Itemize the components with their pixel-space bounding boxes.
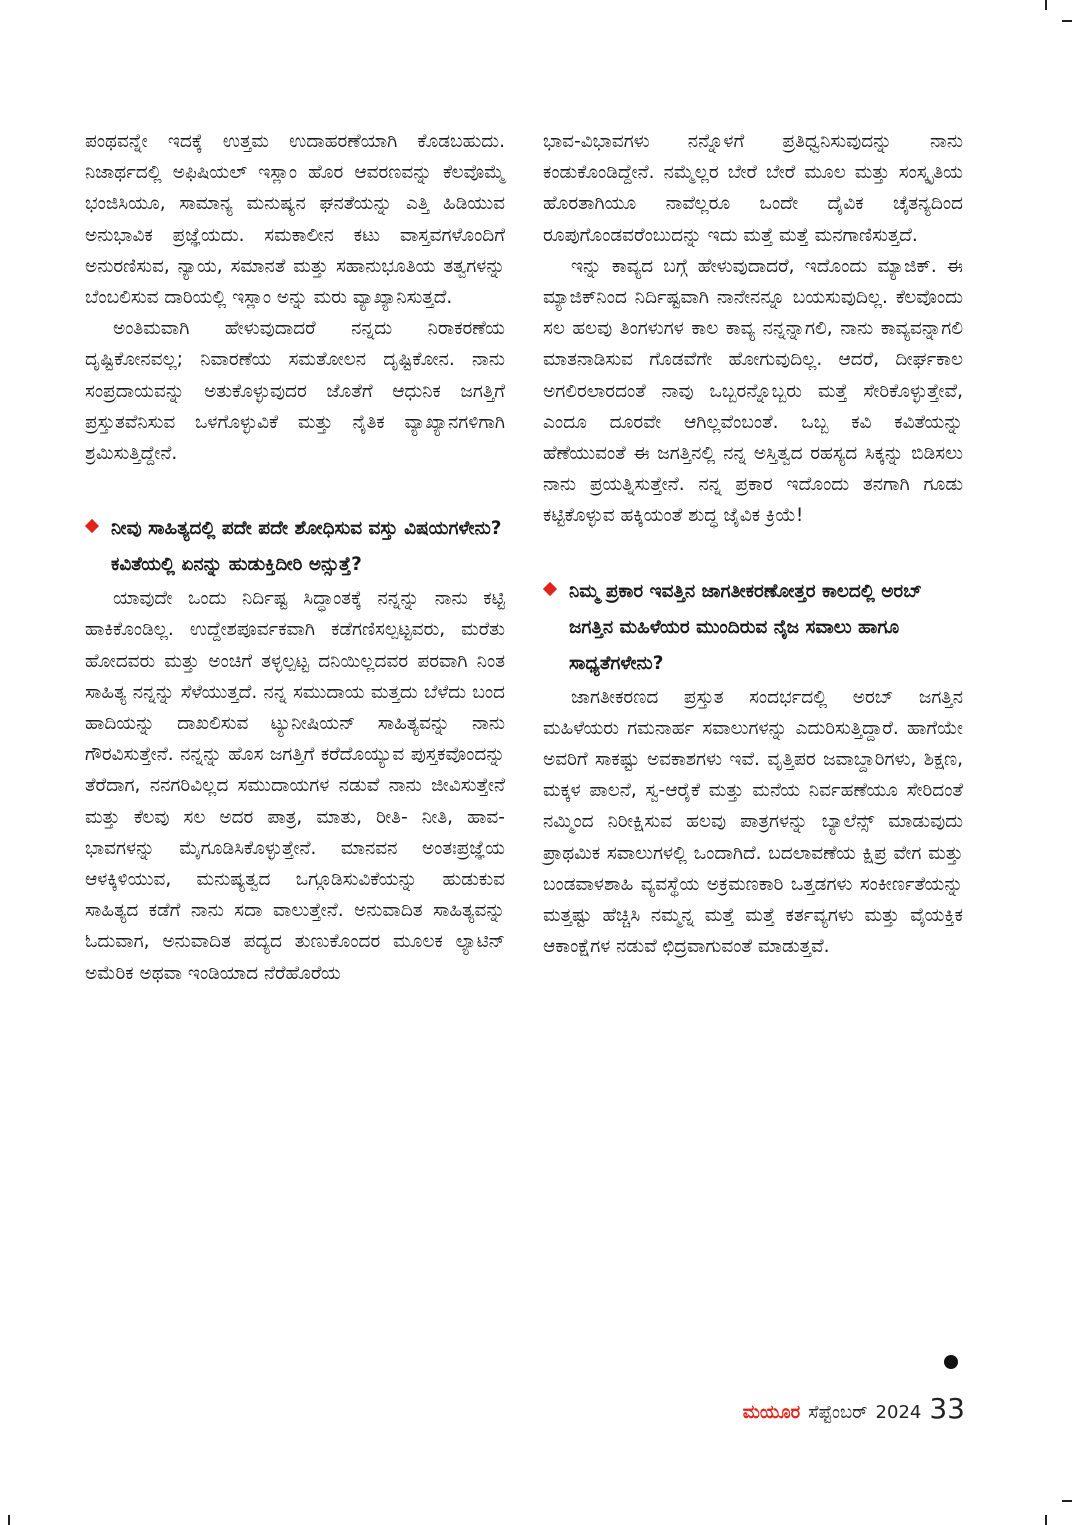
left-column bbox=[85, 126, 505, 989]
diamond-bullet-icon bbox=[543, 582, 557, 596]
question-text: ನಿಮ್ಮ ಪ್ರಕಾರ ಇವತ್ತಿನ ಜಾಗತೀಕರಣೋತ್ತರ ಕಾಲದಲ್ಲಿ ಅರಬ್ ಜಗತ್ತಿನ ಮಹಿಳೆಯರ ಮುಂದಿರುವ ನೈಜ ಸವಾಲು ಹಾಗೂ ಸಾಧ್ಯತೆಗಳೇನು? bbox=[569, 580, 922, 674]
page-footer bbox=[725, 1392, 965, 1428]
magazine-logo: ಮಯೂರ bbox=[742, 1402, 801, 1423]
paragraph: ಯಾವುದೇ ಒಂದು ನಿರ್ದಿಷ್ಟ ಸಿದ್ಧಾಂತಕ್ಕೆ ನನ್ನನ್ನು ನಾನು ಕಟ್ಟಿ ಹಾಕಿಕೊಂಡಿಲ್ಲ. ಉದ್ದೇಶಪೂರ್ವಕವಾಗಿ ಕಡೆಗಣಿಸಲ್ಪಟ್ಟವರು, ಮರೆತು ಹೋದವರು ಮತ್ತು ಅಂಚಿಗೆ ತಳ್ಳಲ್ಪಟ್ಟ ದನಿಯಿಲ್ಲದವರ ಪರವಾಗಿ ನಿಂತ ಸಾಹಿತ್ಯ ನನ್ನನ್ನು ಸೆಳೆಯುತ್ತದೆ. ನನ್ನ ಸಮುದಾಯ ಮತ್ತದು ಬೆಳೆದು ಬಂದ ಹಾದಿಯನ್ನು ದಾಖಲಿಸುವ ಟ್ಯುನೀಷಿಯನ್ ಸಾಹಿತ್ಯವನ್ನು ನಾನು ಗೌರವಿಸುತ್ತೇನೆ. ನನ್ನನ್ನು ಹೊಸ ಜಗತ್ತಿಗೆ ಕರೆದೊಯ್ಯುವ ಪುಸ್ತಕವೊಂದನ್ನು ತೆರೆದಾಗ, ನನಗರಿವಿಲ್ಲದ ಸಮುದಾಯಗಳ ನಡುವೆ ನಾನು ಜೀವಿಸುತ್ತೇನೆ ಮತ್ತು ಕೆಲವು ಸಲ ಅದರ ಪಾತ್ರ, ಮಾತು, ರೀತಿ- ನೀತಿ, ಹಾವ-ಭಾವಗಳನ್ನು ಮೈಗೂಡಿಸಿಕೊಳ್ಳುತ್ತೇನೆ. ಮಾನವನ ಅಂತಃಪ್ರಜ್ಞೆಯ ಆಳಕ್ಕಿಳಿಯುವ, ಮನುಷ್ಯತ್ವದ ಒಗ್ಗೂಡಿಸುವಿಕೆಯನ್ನು ಹುಡುಕುವ ಸಾಹಿತ್ಯದ ಕಡೆಗೆ ನಾನು ಸದಾ ವಾಲುತ್ತೇನೆ. ಅನುವಾದಿತ ಸಾಹಿತ್ಯವನ್ನು ಓದುವಾಗ, ಅನುವಾದಿತ ಪದ್ಯದ ತುಣುಕೊಂದರ ಮೂಲಕ ಲ್ಯಾಟಿನ್ ಅಮೆರಿಕ ಅಥವಾ ಇಂಡಿಯಾದ ನೆರೆಹೊರೆಯ bbox=[85, 588, 505, 984]
issue-month: ಸೆಪ್ಟೆಂಬರ್ bbox=[808, 1402, 868, 1423]
issue-year: 2024 bbox=[875, 1402, 922, 1423]
right-column bbox=[543, 126, 963, 962]
end-of-article-bullet-icon bbox=[944, 1355, 958, 1369]
paragraph: ಇನ್ನು ಕಾವ್ಯದ ಬಗ್ಗೆ ಹೇಳುವುದಾದರೆ, ಇದೊಂದು ಮ್ಯಾಜಿಕ್. ಈ ಮ್ಯಾಜಿಕ್‌ನಿಂದ ನಿರ್ದಿಷ್ಟವಾಗಿ ನಾನೇನನ್ನೂ ಬಯಸುವುದಿಲ್ಲ. ಕೆಲವೊಂದು ಸಲ ಹಲವು ತಿಂಗಳುಗಳ ಕಾಲ ಕಾವ್ಯ ನನ್ನನ್ನಾಗಲಿ, ನಾನು ಕಾವ್ಯವನ್ನಾಗಲಿ ಮಾತನಾಡಿಸುವ ಗೊಡವೆಗೇ ಹೋಗುವುದಿಲ್ಲ. ಆದರೆ, ದೀರ್ಘಕಾಲ ಅಗಲಿರಲಾರದಂತೆ ನಾವು ಒಬ್ಬರನ್ನೊಬ್ಬರು ಮತ್ತೆ ಸೇರಿಕೊಳ್ಳುತ್ತೇವೆ, ಎಂದೂ ದೂರವೇ ಆಗಿಲ್ಲವೆಂಬಂತೆ. ಒಬ್ಬ ಕವಿ ಕವಿತೆಯನ್ನು ಹೆಣೆಯುವಂತೆ ಈ ಜಗತ್ತಿನಲ್ಲಿ ನನ್ನ ಅಸ್ತಿತ್ವದ ರಹಸ್ಯದ ಸಿಕ್ಕನ್ನು ಬಿಡಿಸಲು ನಾನು ಪ್ರಯತ್ನಿಸುತ್ತೇನೆ. ನನ್ನ ಪ್ರಕಾರ ಇದೊಂದು ತನಗಾಗಿ ಗೂಡು ಕಟ್ಟಿಕೊಳ್ಳುವ ಹಕ್ಕಿಯಂತೆ ಶುದ್ಧ ಜೈವಿಕ ಕ್ರಿಯೆ! bbox=[543, 255, 963, 527]
paragraph: ಪಂಥವನ್ನೇ ಇದಕ್ಕೆ ಉತ್ತಮ ಉದಾಹರಣೆಯಾಗಿ ಕೊಡಬಹುದು. ನಿಜಾರ್ಥದಲ್ಲಿ ಅಫಿಷಿಯಲ್ ಇಸ್ಲಾಂ ಹೊರ ಆವರಣವನ್ನು ಕೆಲವೊಮ್ಮೆ ಭಂಜಿಸಿಯೂ, ಸಾಮಾನ್ಯ ಮನುಷ್ಯನ ಘನತೆಯನ್ನು ಎತ್ತಿ ಹಿಡಿಯುವ ಅನುಭಾವಿಕ ಪ್ರಜ್ಞೆಯದು. ಸಮಕಾಲೀನ ಕಟು ವಾಸ್ತವಗಳೊಂದಿಗೆ ಅನುರಣಿಸುವ, ನ್ಯಾಯ, ಸಮಾನತೆ ಮತ್ತು ಸಹಾನುಭೂತಿಯ ತತ್ವಗಳನ್ನು ಬೆಂಬಲಿಸುವ ದಾರಿಯಲ್ಲಿ ಇಸ್ಲಾಂ ಅನ್ನು ಮರು ವ್ಯಾಖ್ಯಾನಿಸುತ್ತದೆ. bbox=[85, 131, 505, 309]
crop-mark-top-right bbox=[1062, 20, 1072, 22]
paragraph: ಭಾವ-ವಿಭಾವಗಳು ನನ್ನೊಳಗೆ ಪ್ರತಿಧ್ವನಿಸುವುದನ್ನು ನಾನು ಕಂಡುಕೊಂಡಿದ್ದೇನೆ. ನಮ್ಮೆಲ್ಲರ ಬೇರೆ ಬೇರೆ ಮೂಲ ಮತ್ತು ಸಂಸ್ಕೃತಿಯ ಹೊರತಾಗಿಯೂ ನಾವೆಲ್ಲರೂ ಒಂದೇ ದೈವಿಕ ಚೈತನ್ಯದಿಂದ ರೂಪುಗೊಂಡವರೆಂಬುದನ್ನು ಇದು ಮತ್ತೆ ಮತ್ತೆ ಮನಗಾಣಿಸುತ್ತದೆ. bbox=[543, 131, 963, 246]
crop-mark-bottom bbox=[1045, 1515, 1047, 1525]
question bbox=[85, 511, 505, 583]
crop-mark-bottom-right bbox=[1062, 1500, 1072, 1502]
page-number: 33 bbox=[929, 1392, 965, 1425]
question-text: ನೀವು ಸಾಹಿತ್ಯದಲ್ಲಿ ಪದೇ ಪದೇ ಶೋಧಿಸುವ ವಸ್ತು ವಿಷಯಗಳೇನು? ಕವಿತೆಯಲ್ಲಿ ಏನನ್ನು ಹುಡುಕ್ತಿದೀರಿ ಅನ್ಸುತ್ತೆ? bbox=[111, 518, 502, 576]
question bbox=[543, 574, 963, 682]
paragraph: ಜಾಗತೀಕರಣದ ಪ್ರಸ್ತುತ ಸಂದರ್ಭದಲ್ಲಿ ಅರಬ್ ಜಗತ್ತಿನ ಮಹಿಳೆಯರು ಗಮನಾರ್ಹ ಸವಾಲುಗಳನ್ನು ಎದುರಿಸುತ್ತಿದ್ದಾರೆ. ಹಾಗೆಯೇ ಅವರಿಗೆ ಸಾಕಷ್ಟು ಅವಕಾಶಗಳು ಇವೆ. ವೃತ್ತಿಪರ ಜವಾಬ್ದಾರಿಗಳು, ಶಿಕ್ಷಣ, ಮಕ್ಕಳ ಪಾಲನೆ, ಸ್ವ-ಆರೈಕೆ ಮತ್ತು ಮನೆಯ ನಿರ್ವಹಣೆಯೂ ಸೇರಿದಂತೆ ನಮ್ಮಿಂದ ನಿರೀಕ್ಷಿಸುವ ಹಲವು ಪಾತ್ರಗಳನ್ನು ಬ್ಯಾಲೆನ್ಸ್ ಮಾಡುವುದು ಪ್ರಾಥಮಿಕ ಸವಾಲುಗಳಲ್ಲಿ ಒಂದಾಗಿದೆ. ಬದಲಾವಣೆಯ ಕ್ಷಿಪ್ರ ವೇಗ ಮತ್ತು ಬಂಡವಾಳಶಾಹಿ ವ್ಯವಸ್ಥೆಯ ಅಕ್ರಮಣಕಾರಿ ಒತ್ತಡಗಳು ಸಂಕೀರ್ಣತೆಯನ್ನು ಮತ್ತಷ್ಟು ಹೆಚ್ಚಿಸಿ ನಮ್ಮನ್ನ ಮತ್ತೆ ಮತ್ತೆ ಕರ್ತವ್ಯಗಳು ಮತ್ತು ವೈಯಕ್ತಿಕ ಆಕಾಂಕ್ಷೆಗಳ ನಡುವೆ ಛಿದ್ರವಾಗುವಂತೆ ಮಾಡುತ್ತವೆ. bbox=[543, 686, 963, 958]
crop-mark-bottom-left bbox=[8, 1515, 10, 1525]
paragraph: ಅಂತಿಮವಾಗಿ ಹೇಳುವುದಾದರೆ ನನ್ನದು ನಿರಾಕರಣೆಯ ದೃಷ್ಟಿಕೋನವಲ್ಲ; ನಿವಾರಣೆಯ ಸಮತೋಲನ ದೃಷ್ಟಿಕೋನ. ನಾನು ಸಂಪ್ರದಾಯವನ್ನು ಅತುಕೊಳ್ಳುವುದರ ಜೊತೆಗೆ ಆಧುನಿಕ ಜಗತ್ತಿಗೆ ಪ್ರಸ್ತುತವೆನಿಸುವ ಒಳಗೊಳ್ಳುವಿಕೆ ಮತ್ತು ನೈತಿಕ ವ್ಯಾಖ್ಯಾನಗಳಿಗಾಗಿ ಶ್ರಮಿಸುತ್ತಿದ್ದೇನೆ. bbox=[85, 318, 505, 465]
diamond-bullet-icon bbox=[85, 519, 99, 533]
crop-mark-top bbox=[1045, 0, 1047, 10]
